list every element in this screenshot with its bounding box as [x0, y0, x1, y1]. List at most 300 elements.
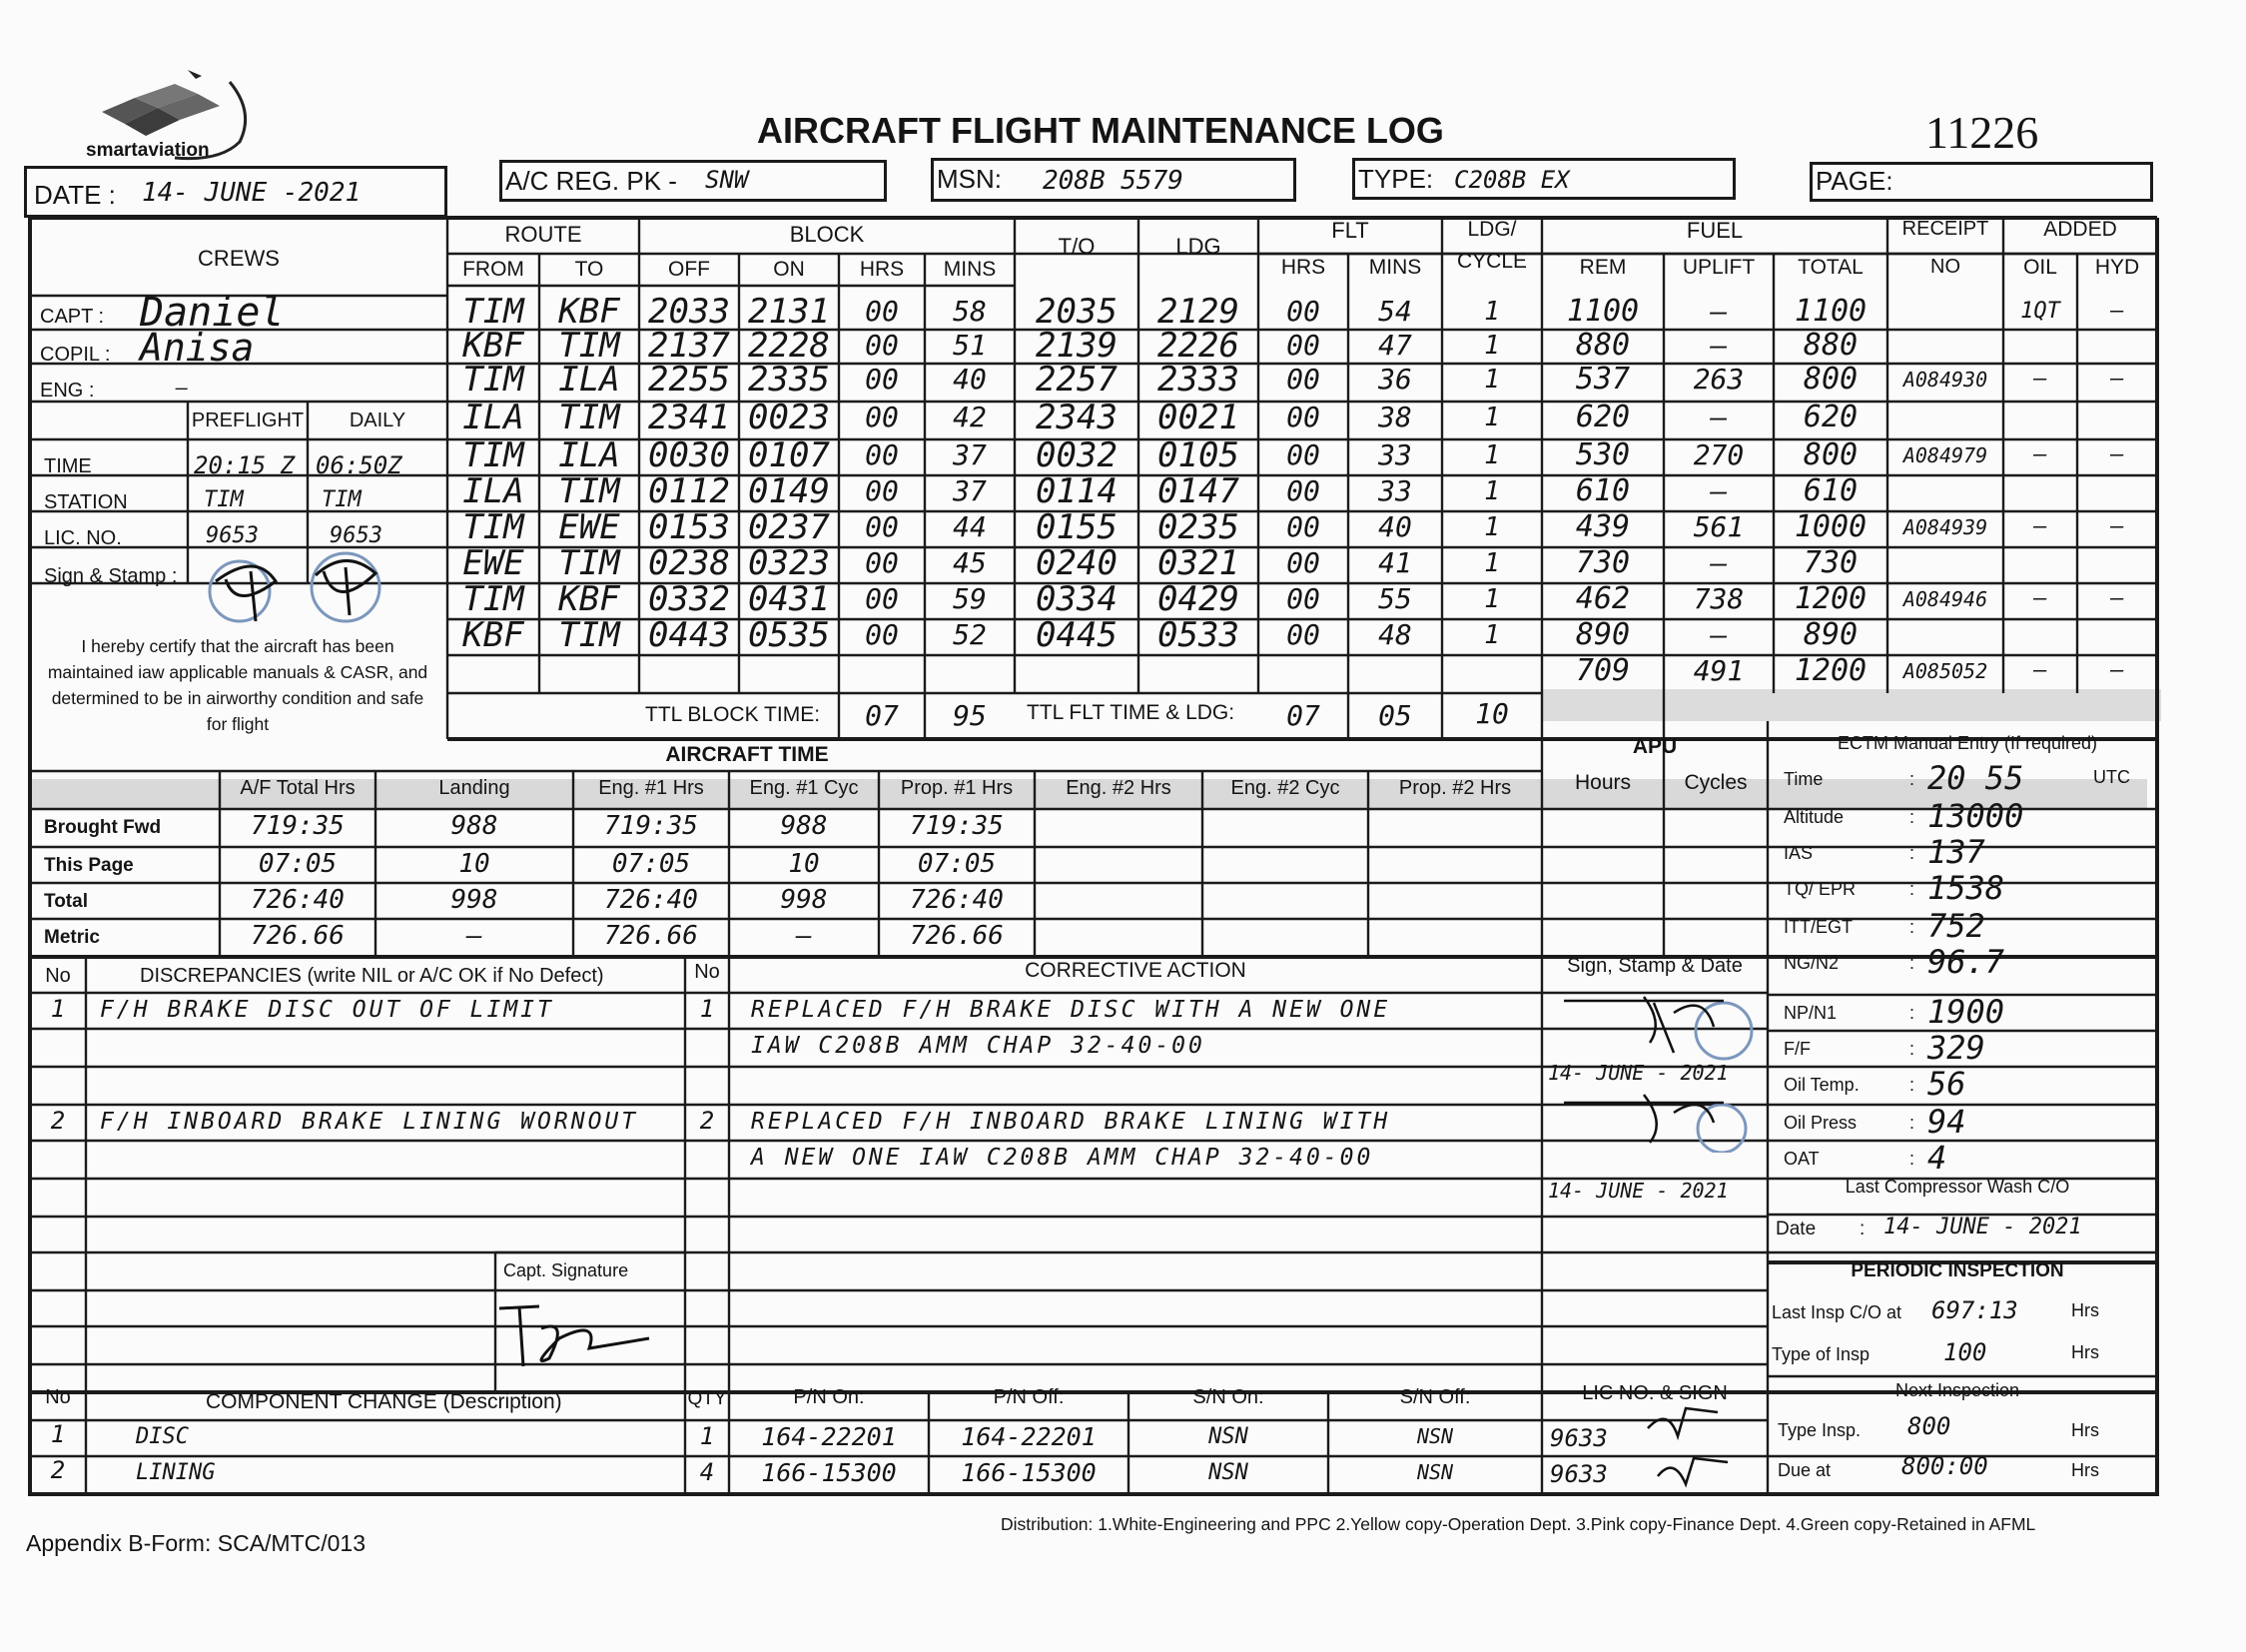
flight-cell-from: TIM — [462, 579, 524, 619]
flight-cell-total: 890 — [1803, 617, 1859, 652]
station-daily: TIM — [322, 487, 362, 512]
flight-cell-off: 0112 — [648, 471, 730, 511]
apu-sign-label: Sign, Stamp & Date — [1567, 955, 1743, 977]
flight-cell-off: 0443 — [648, 615, 730, 655]
aircraft-time-value: 726.66 — [251, 921, 345, 951]
flight-cell-mins: 52 — [953, 618, 987, 651]
component-sn-off: NSN — [1416, 1424, 1454, 1448]
component-sn-on: NSN — [1208, 1424, 1248, 1449]
flt-header: FLT — [1331, 218, 1369, 243]
flight-cell-total: 620 — [1803, 400, 1859, 434]
flight-cell-to: TIM — [558, 398, 620, 437]
aircraft-time-value: — — [466, 921, 482, 951]
capt-value: Daniel — [140, 290, 285, 336]
apu-date-1: 14- JUNE - 2021 — [1548, 1061, 1729, 1085]
discrepancy-text: F/H INBOARD BRAKE LINING WORNOUT — [100, 1109, 639, 1135]
flight-cell-receipt: A084930 — [1902, 368, 1988, 392]
flight-cell-oil: — — [2033, 514, 2047, 539]
last-insp-unit: Hrs — [2071, 1300, 2099, 1320]
flight-cell-cycle: 1 — [1484, 476, 1500, 506]
flight-cell-to-time: 2257 — [1036, 360, 1118, 400]
flight-cell-oil: 1QT — [2020, 299, 2060, 324]
aircraft-time-value: 719:35 — [251, 811, 345, 841]
station-label: STATION — [44, 491, 128, 513]
flight-cell-uplift: 263 — [1693, 363, 1745, 396]
flight-cell-uplift: — — [1710, 618, 1728, 651]
corrective-action-header: CORRECTIVE ACTION — [1025, 959, 1246, 982]
lic-label: LIC. NO. — [44, 527, 122, 549]
ttl-block-label: TTL BLOCK TIME: — [645, 703, 821, 726]
time-label: TIME — [44, 455, 92, 477]
ca-no-header: No — [694, 961, 720, 983]
lic-sign-header: LIC NO. & SIGN — [1582, 1382, 1728, 1404]
flight-cell-rem: 610 — [1575, 473, 1631, 508]
ectm-label: ITT/EGT — [1784, 917, 1853, 937]
flight-cell-mins: 37 — [953, 438, 987, 471]
ttl-flt-hrs: 07 — [1286, 699, 1320, 732]
next-type-value: 800 — [1907, 1412, 1951, 1440]
flight-cell-cycle: 1 — [1484, 512, 1500, 542]
flight-cell-receipt: A084939 — [1902, 515, 1988, 539]
flight-cell-from: ILA — [462, 471, 524, 511]
ectm-colon: : — [1909, 807, 1915, 827]
flight-cell-rem: 462 — [1575, 581, 1631, 616]
component-signatures — [1638, 1406, 1768, 1494]
flight-cell-on: 2131 — [748, 292, 830, 332]
flight-cell-from: KBF — [462, 326, 524, 366]
aircraft-time-value: 998 — [780, 885, 828, 915]
page-label: PAGE: — [1816, 166, 1893, 196]
flight-cell-hrs: 00 — [865, 295, 899, 328]
certify-line-2: maintained iaw applicable manuals & CASR, and — [47, 662, 428, 682]
from-header: FROM — [462, 258, 524, 281]
flight-cell-flt-hrs: 00 — [1286, 546, 1320, 579]
crews-header: CREWS — [198, 246, 280, 271]
flight-cell-to: KBF — [558, 292, 620, 332]
flight-cell-uplift: — — [1710, 295, 1728, 328]
ectm-label: TQ/ EPR — [1784, 879, 1857, 899]
flight-cell-from: TIM — [462, 360, 524, 400]
flt-mins-header: MINS — [1368, 256, 1422, 279]
flight-cell-from: TIM — [462, 435, 524, 475]
flight-cell-hyd: — — [2110, 442, 2124, 467]
ectm-label: Oil Press — [1784, 1113, 1858, 1133]
certify-line-1: I hereby certify that the aircraft has been — [81, 636, 394, 656]
eng-value: — — [176, 376, 189, 400]
flight-cell-total: 610 — [1803, 473, 1859, 508]
ldg-cycle-header-2: CYCLE — [1456, 250, 1528, 273]
aircraft-time-header: Eng. #2 Hrs — [1066, 777, 1171, 799]
flight-cell-to: TIM — [558, 615, 620, 655]
ectm-value: 752 — [1927, 907, 1985, 945]
flight-cell-off: 2255 — [648, 360, 730, 400]
flight-cell-on: 0535 — [748, 615, 830, 655]
certify-line-3: determined to be in airworthy condition and safe — [51, 688, 424, 708]
ectm-label: NG/N2 — [1784, 953, 1840, 973]
oil-header: OIL — [2023, 256, 2057, 279]
aircraft-time-header: Eng. #1 Cyc — [749, 777, 859, 799]
eng-label: ENG : — [40, 380, 95, 402]
flight-cell-total: 1200 — [1794, 653, 1868, 688]
fuel-header: FUEL — [1686, 218, 1744, 243]
last-insp-label: Last Insp C/O at — [1772, 1302, 1902, 1322]
hyd-header: HYD — [2094, 256, 2140, 279]
flight-cell-hyd: — — [2110, 514, 2124, 539]
capt-label: CAPT : — [40, 306, 105, 328]
due-label: Due at — [1778, 1460, 1832, 1480]
flight-cell-flt-mins: 36 — [1378, 363, 1412, 396]
flight-cell-to: TIM — [558, 543, 620, 583]
comp-desc-header: COMPONENT CHANGE (Description) — [206, 1390, 562, 1413]
flt-hrs-header: HRS — [1280, 256, 1326, 279]
flight-cell-mins: 42 — [953, 401, 987, 433]
time-daily: 06:50Z — [316, 451, 402, 479]
aircraft-time-header: A/F Total Hrs — [240, 777, 356, 799]
due-unit: Hrs — [2071, 1460, 2099, 1480]
ectm-utc: UTC — [2093, 767, 2130, 787]
flight-cell-receipt: A085052 — [1902, 659, 1988, 683]
flight-cell-uplift: — — [1710, 546, 1728, 579]
flight-cell-oil: — — [2033, 442, 2047, 467]
flight-cell-from: TIM — [462, 507, 524, 547]
aircraft-time-header: Prop. #1 Hrs — [900, 777, 1014, 799]
route-header: ROUTE — [504, 222, 582, 247]
next-type-label: Type Insp. — [1778, 1420, 1862, 1440]
comp-qty-header: QTY — [687, 1388, 727, 1409]
date-value: 14- JUNE -2021 — [142, 178, 362, 208]
flight-cell-on: 2228 — [748, 326, 830, 366]
certify-line-4: for flight — [206, 714, 270, 734]
flight-cell-hrs: 00 — [865, 329, 899, 362]
next-type-unit: Hrs — [2071, 1420, 2099, 1440]
preflight-label: PREFLIGHT — [191, 410, 305, 431]
ectm-label: Time — [1784, 769, 1824, 789]
flight-cell-rem: 890 — [1575, 617, 1631, 652]
to-time-header: T/O — [1058, 234, 1096, 259]
flight-cell-uplift: 270 — [1693, 438, 1745, 471]
flight-cell-on: 0323 — [748, 543, 830, 583]
type-insp-label: Type of Insp — [1772, 1344, 1871, 1364]
flight-cell-hyd: — — [2110, 658, 2124, 683]
flight-cell-off: 2033 — [648, 292, 730, 332]
flight-cell-cycle: 1 — [1484, 620, 1500, 650]
block-header: BLOCK — [789, 222, 865, 247]
added-header: ADDED — [2043, 218, 2117, 241]
component-qty: 1 — [699, 1422, 715, 1450]
aircraft-time-value: 726.66 — [604, 921, 698, 951]
compressor-wash-title: Last Compressor Wash C/O — [1845, 1177, 2070, 1197]
flight-cell-on: 0431 — [748, 579, 830, 619]
flight-cell-on: 2335 — [748, 360, 830, 400]
ttl-ldg: 10 — [1475, 697, 1509, 730]
flight-cell-flt-hrs: 00 — [1286, 363, 1320, 396]
component-pn-off: 164-22201 — [961, 1422, 1097, 1451]
flight-cell-flt-mins: 54 — [1378, 295, 1412, 328]
mins-header: MINS — [943, 258, 997, 281]
flight-cell-off: 0332 — [648, 579, 730, 619]
flight-cell-total: 1200 — [1794, 581, 1868, 616]
flight-cell-mins: 44 — [953, 510, 987, 543]
due-value: 800:00 — [1901, 1452, 1988, 1480]
flight-cell-rem: 439 — [1575, 509, 1631, 544]
flight-cell-ldg: 0021 — [1157, 398, 1239, 437]
flight-cell-cycle: 1 — [1484, 548, 1500, 578]
aircraft-time-header: Eng. #1 Hrs — [598, 777, 704, 799]
flight-cell-rem: 620 — [1575, 400, 1631, 434]
ectm-value: 4 — [1927, 1139, 1947, 1177]
component-pn-on: 166-15300 — [761, 1458, 897, 1487]
flight-cell-flt-hrs: 00 — [1286, 474, 1320, 507]
ectm-colon: : — [1909, 769, 1915, 789]
aircraft-time-header: Landing — [438, 777, 510, 799]
flight-cell-on: 0023 — [748, 398, 830, 437]
flight-cell-to: TIM — [558, 326, 620, 366]
flight-cell-from: KBF — [462, 615, 524, 655]
flight-cell-to-time: 2139 — [1036, 326, 1118, 366]
flight-cell-flt-mins: 47 — [1378, 329, 1412, 362]
flight-cell-on: 0149 — [748, 471, 830, 511]
flight-cell-mins: 45 — [953, 546, 987, 579]
flight-cell-cycle: 1 — [1484, 403, 1500, 432]
flight-cell-to: EWE — [558, 507, 620, 547]
lic-preflight: 9653 — [206, 523, 259, 548]
flight-cell-ldg: 0147 — [1157, 471, 1239, 511]
aircraft-time-value: 719:35 — [910, 811, 1004, 841]
flight-cell-mins: 51 — [953, 329, 987, 362]
form-code: Appendix B-Form: SCA/MTC/013 — [26, 1530, 367, 1556]
flight-cell-ldg: 0321 — [1157, 543, 1239, 583]
last-insp-value: 697:13 — [1931, 1296, 2018, 1324]
flight-cell-ldg: 0429 — [1157, 579, 1239, 619]
ectm-colon: : — [1909, 879, 1915, 899]
total-header: TOTAL — [1798, 256, 1864, 279]
aircraft-time-value: 07:05 — [258, 849, 338, 879]
flight-cell-to: ILA — [558, 435, 620, 475]
flight-cell-on: 0107 — [748, 435, 830, 475]
ectm-value: 329 — [1927, 1029, 1985, 1067]
certification-text — [36, 633, 439, 737]
flight-cell-ldg: 2226 — [1157, 326, 1239, 366]
msn-label: MSN: — [937, 164, 1002, 194]
aircraft-time-header: Eng. #2 Cyc — [1230, 777, 1340, 799]
flight-cell-receipt: A084946 — [1902, 587, 1988, 611]
flight-cell-flt-mins: 55 — [1378, 582, 1412, 615]
component-pn-on: 164-22201 — [761, 1422, 897, 1451]
flight-cell-hyd: — — [2110, 586, 2124, 611]
flight-cell-rem: 880 — [1575, 328, 1631, 363]
component-sn-on: NSN — [1208, 1460, 1248, 1485]
discrepancies-header: DISCREPANCIES (write NIL or A/C OK if No Defect) — [140, 965, 604, 987]
flight-cell-to-time: 0445 — [1036, 615, 1118, 655]
ectm-label: Altitude — [1784, 807, 1845, 827]
sign-stamp-label: Sign & Stamp : — [44, 565, 178, 587]
to-header: TO — [574, 258, 604, 281]
ectm-colon: : — [1909, 1039, 1915, 1059]
capt-signature-label: Capt. Signature — [503, 1260, 629, 1280]
aircraft-time-header: Prop. #2 Hrs — [1398, 777, 1512, 799]
receipt-header-2: NO — [1930, 256, 1960, 278]
flight-cell-hyd: — — [2110, 299, 2124, 324]
flight-cell-flt-mins: 48 — [1378, 618, 1412, 651]
aircraft-time-title: AIRCRAFT TIME — [665, 743, 829, 766]
aircraft-time-value: 988 — [780, 811, 828, 841]
flight-cell-total: 730 — [1803, 545, 1859, 580]
aircraft-time-value: 10 — [458, 849, 490, 879]
flight-cell-to-time: 2343 — [1036, 398, 1118, 437]
ectm-colon: : — [1909, 1075, 1915, 1095]
flight-cell-off: 2341 — [648, 398, 730, 437]
flight-cell-flt-hrs: 00 — [1286, 401, 1320, 433]
component-no: 2 — [50, 1456, 66, 1484]
aircraft-time-value: 07:05 — [917, 849, 997, 879]
rem-header: REM — [1579, 256, 1627, 279]
flight-cell-flt-mins: 33 — [1378, 474, 1412, 507]
flight-cell-flt-hrs: 00 — [1286, 438, 1320, 471]
ectm-value: 1900 — [1927, 993, 2005, 1031]
colon-sep: : — [1860, 1219, 1866, 1239]
flight-cell-from: TIM — [462, 292, 524, 332]
ectm-value: 20 55 — [1927, 759, 2024, 797]
uplift-header: UPLIFT — [1682, 256, 1756, 279]
hrs-header: HRS — [859, 258, 905, 281]
page-title: AIRCRAFT FLIGHT MAINTENANCE LOG — [757, 110, 1444, 151]
flight-cell-flt-mins: 33 — [1378, 438, 1412, 471]
flight-cell-mins: 59 — [953, 582, 987, 615]
ectm-value: 56 — [1927, 1065, 1966, 1103]
flight-cell-from: EWE — [462, 543, 524, 583]
corrective-line-1: REPLACED F/H INBOARD BRAKE LINING WITH — [751, 1109, 1391, 1135]
flight-cell-from: ILA — [462, 398, 524, 437]
flight-cell-hrs: 00 — [865, 546, 899, 579]
flight-cell-mins: 58 — [953, 295, 987, 328]
flight-cell-cycle: 1 — [1484, 584, 1500, 614]
flight-cell-uplift: — — [1710, 401, 1728, 433]
flight-cell-off: 0153 — [648, 507, 730, 547]
ldg-cycle-header-1: LDG/ — [1467, 218, 1517, 241]
flight-cell-flt-hrs: 00 — [1286, 510, 1320, 543]
flight-cell-off: 0030 — [648, 435, 730, 475]
ttl-block-hrs: 07 — [865, 699, 899, 732]
aircraft-time-row-label: Metric — [44, 927, 100, 948]
flight-cell-cycle: 1 — [1484, 331, 1500, 361]
compressor-wash-date-value: 14- JUNE - 2021 — [1883, 1215, 2082, 1239]
capt-signature — [479, 1288, 669, 1388]
corrective-line-1: REPLACED F/H BRAKE DISC WITH A NEW ONE — [751, 997, 1391, 1023]
flight-cell-on: 0237 — [748, 507, 830, 547]
compressor-wash-date-label: Date — [1776, 1219, 1817, 1239]
apu-date-2: 14- JUNE - 2021 — [1548, 1179, 1729, 1203]
flight-cell-flt-hrs: 00 — [1286, 618, 1320, 651]
component-no: 1 — [50, 1420, 66, 1448]
serial-number: 11226 — [1925, 107, 2039, 158]
ectm-colon: : — [1909, 1149, 1915, 1169]
discrepancy-text: F/H BRAKE DISC OUT OF LIMIT — [100, 997, 554, 1023]
component-desc: DISC — [136, 1424, 189, 1449]
ectm-colon: : — [1909, 917, 1915, 937]
aircraft-time-value: 07:05 — [611, 849, 691, 879]
type-value: C208B EX — [1454, 166, 1570, 194]
flight-cell-cycle: 1 — [1484, 440, 1500, 470]
component-pn-off: 166-15300 — [961, 1458, 1097, 1487]
date-label: DATE : — [34, 180, 116, 210]
daily-label: DAILY — [349, 410, 406, 431]
aircraft-time-value: 726:40 — [910, 885, 1004, 915]
flight-cell-oil: — — [2033, 658, 2047, 683]
brand-name: smartaviation — [86, 140, 210, 161]
flight-cell-flt-hrs: 00 — [1286, 329, 1320, 362]
flight-cell-mins: 37 — [953, 474, 987, 507]
flight-cell-rem: 1100 — [1566, 294, 1640, 329]
flight-cell-off: 0238 — [648, 543, 730, 583]
ectm-title: ECTM Manual Entry (If required) — [1837, 733, 2098, 753]
aircraft-time-value: 998 — [450, 885, 498, 915]
flight-cell-ldg: 2129 — [1157, 292, 1239, 332]
aircraft-time-value: 726:40 — [251, 885, 345, 915]
type-insp-value: 100 — [1943, 1338, 1987, 1366]
flight-cell-flt-hrs: 00 — [1286, 295, 1320, 328]
on-header: ON — [773, 258, 805, 281]
aircraft-time-value: 719:35 — [604, 811, 698, 841]
comp-no-header: No — [45, 1386, 71, 1408]
ectm-label: Oil Temp. — [1784, 1075, 1860, 1095]
ldg-header: LDG — [1175, 234, 1221, 259]
flight-cell-rem: 530 — [1575, 437, 1631, 472]
component-lic: 9633 — [1550, 1460, 1608, 1488]
component-sn-off: NSN — [1416, 1460, 1454, 1484]
discrepancy-no: 2 — [50, 1107, 66, 1135]
ttl-block-mins: 95 — [953, 699, 987, 732]
flight-cell-uplift: — — [1710, 474, 1728, 507]
flight-cell-uplift: — — [1710, 329, 1728, 362]
reg-value: SNW — [705, 166, 749, 194]
copil-label: COPIL : — [40, 344, 111, 366]
component-desc: LINING — [136, 1460, 216, 1485]
flight-cell-total: 1000 — [1794, 509, 1868, 544]
flight-cell-cycle: 1 — [1484, 365, 1500, 395]
aircraft-time-row-label: Total — [44, 891, 88, 912]
discrepancy-no: 1 — [50, 995, 66, 1023]
flight-cell-flt-mins: 40 — [1378, 510, 1412, 543]
flight-cell-hrs: 00 — [865, 438, 899, 471]
flight-cell-rem: 709 — [1575, 653, 1631, 688]
aircraft-time-value: 10 — [788, 849, 820, 879]
aircraft-time-value: 726:40 — [604, 885, 698, 915]
copil-value: Anisa — [140, 326, 255, 370]
flight-cell-hrs: 00 — [865, 474, 899, 507]
apu-title: APU — [1632, 735, 1678, 758]
ttl-flt-label: TTL FLT TIME & LDG: — [1027, 701, 1235, 724]
ectm-value: 96.7 — [1927, 943, 2005, 981]
corrective-no: 1 — [699, 995, 715, 1023]
apu-hours-label: Hours — [1574, 771, 1632, 794]
flight-cell-hrs: 00 — [865, 618, 899, 651]
flight-cell-ldg: 0533 — [1157, 615, 1239, 655]
flight-cell-to-time: 0114 — [1036, 471, 1118, 511]
flight-cell-to: TIM — [558, 471, 620, 511]
receipt-header-1: RECEIPT — [1901, 218, 1989, 240]
flight-cell-to-time: 0155 — [1036, 507, 1118, 547]
corrective-line-2: A NEW ONE IAW C208B AMM CHAP 32-40-00 — [751, 1145, 1374, 1171]
component-lic: 9633 — [1550, 1424, 1608, 1452]
aircraft-time-value: 988 — [450, 811, 498, 841]
ectm-value: 1538 — [1927, 869, 2005, 907]
flight-cell-rem: 730 — [1575, 545, 1631, 580]
flight-cell-uplift: 491 — [1693, 654, 1745, 687]
ectm-colon: : — [1909, 843, 1915, 863]
flight-cell-uplift: 561 — [1693, 510, 1745, 543]
off-header: OFF — [668, 258, 710, 281]
flight-cell-hrs: 00 — [865, 582, 899, 615]
